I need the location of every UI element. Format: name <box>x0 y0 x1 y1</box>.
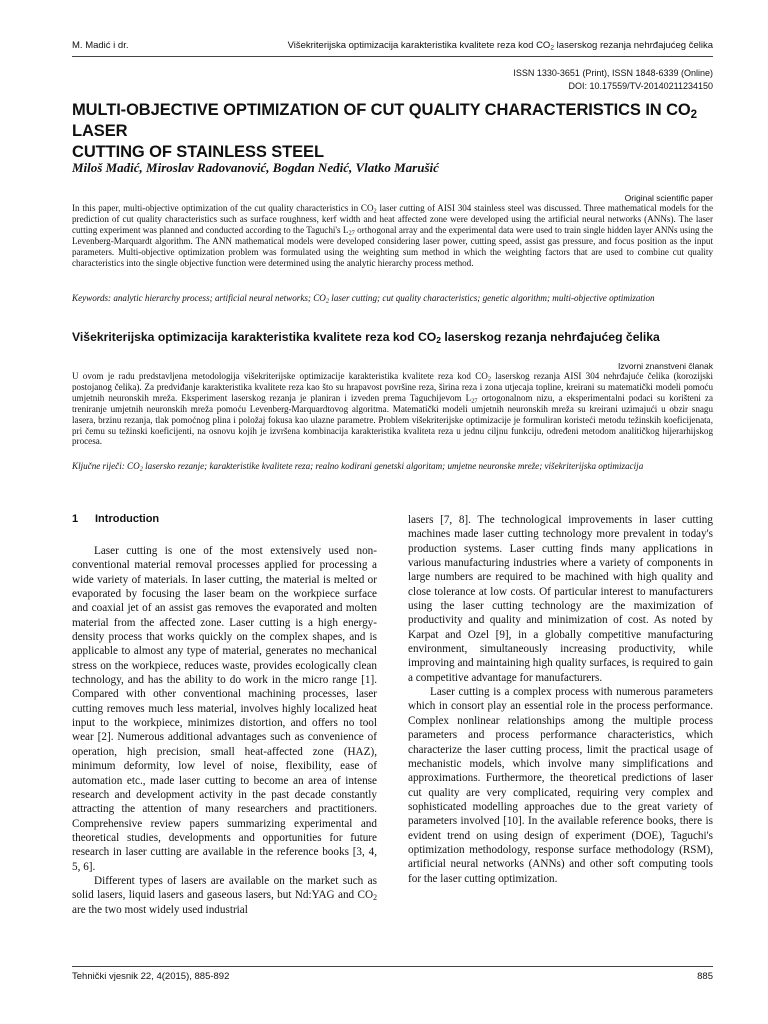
body-paragraph: Laser cutting is a complex process with numerous parameters which in consort play an essential role in the process performance. Complex nonlinear relationships among the multiple process parameters and process performance characteristics, which characterize the laser cutting process, limit the practical usage of mechanistic models, which involve many simplifications and approximations. Furthermore, the theoretical predictions of laser cut quality are very complicated, requiring very complex and sophisticated modelling approaches due to the great variety of parameters involved [10]. In the available reference books, there is evident trend on using design of experiment (DOE), Taguchi's optimization methodology, response surface methodology (RSM), artificial neural networks (ANNs) and other soft computing tools for the laser cutting optimization. <box>408 686 713 885</box>
issn: ISSN 1330-3651 (Print), ISSN 1848-6339 (Online) <box>513 68 713 78</box>
title-croatian: Višekriterijska optimizacija karakteristika kvalitete reza kod $CO_2$ laserskog rezanja nehrđajućeg čelika <box>72 330 660 346</box>
body-paragraph: Laser cutting is one of the most extensively used non-conventional material removal processes applied for processing a wide variety of materials. In laser cutting, the material is melted or evaporated by focusing the laser beam on the workpiece surface and coaxial jet of an assist gas removes the evaporated and molten material from the affected zone. Laser cutting is a high energy-density process that works quickly on the complex shapes, and is applicable to almost any type of material, generates no mechanical stress on the workpiece, reduces waste, provides ecologically clean technology, and has the ability to do work in the micro range [1]. Compared with other conventional machining processes, laser cutting removes much less material, involves highly localized heat input to the workpiece, minimizes distortion, and offers no tool wear [2]. Numerous additional advantages such as convenience of operation, high precision, small heat-affected zone (HAZ), minimum deformity, low level of noise, flexibility, ease of automation etc., made laser cutting to become an area of intense research and development activity in the past decade constantly attracting the attention of many researchers and practitioners. Comprehensive review papers summarizing experimental and theoretical studies, developments and opportunities for future research in laser cutting are available in the reference books [3, 4, 5, 6]. <box>72 545 377 873</box>
running-header-authors: M. Madić i dr. <box>72 40 129 51</box>
abstract-en: In this paper, multi-objective optimization of the cut quality characteristics in $CO_2$ laser cutting of AISI 304 stainless steel was discussed. Three mathematical models for the prediction of cut quality characteristics such as surface roughness, kerf width and heat affected zone were developed using the artificial neural networks (ANNs). The laser cutting experiment was planned and conducted according to the Taguchi's $L_{27}$ orthogonal array and the experimental data were used to train single hidden layer ANNs using the Levenberg-Marquardt algorithm. The ANN mathematical models were developed considering laser power, cutting speed, assist gas pressure, and focus position as the input parameters. Multi-objective optimization problem was formulated using the weighting sum method in which the weighting factors that are used to combine cut quality characteristics into the single objective function were determined using the analytic hierarchy process method. <box>72 203 714 268</box>
body-column-right <box>408 513 713 886</box>
section-number: 1 <box>72 513 79 525</box>
keywords-hr: Ključne riječi: $CO_2$ lasersko rezanje; karakteristike kvalitete reza; realno kodirani genetski algoritam; umjetne neuronske mreže; višekriterijska optimizacija <box>72 461 644 473</box>
paper-type-hr: Izvorni znanstveni članak <box>618 361 713 371</box>
section-title: Introduction <box>95 513 160 525</box>
running-header-title: Višekriterijska optimizacija karakteristika kvalitete reza kod $CO_2$ laserskog rezanja nehrđajućeg čelika <box>287 40 713 52</box>
abstract-hr: U ovom je radu predstavljena metodologija višekriterijske optimizacije karakteristika kvalitete reza kod $CO_2$ laserskog rezanja AISI 304 nehrđajuće čelika (korozijski postojanog čelika). Za predviđanje karakteristika kvalitete reza kao što su hrapavost površine reza, širina reza i zona utjecaja topline, kreirani su matematički modeli pomoću umjetnih neuronskih mreža. Eksperiment laserskog rezanja je planiran i izveden prema Taguchijevom $L_{27}$ ortogonalnom nizu, a eksperimentalni podaci su korišteni za treniranje umjetnih neuronskih mreža pomoću Levenberg-Marquardtovog algoritma. Matematički modeli umjetnih neuronskih mreža su kreirani uzimajući u obzir snagu lasera, brzinu rezanja, tlak pomoćnog plina i položaj fokusa kao ulazne parametre. Problem višekriterijske optimizacije je formuliran koristeći metodu težinskih koeficijenata, pri čemu su težinski koeficijenti, na osnovu kojih je izvršena kombinacija karakteristika kvaliteta reza u jednu ciljnu funkciju, određeni metodom analitičkog hijerarhijskog procesa. <box>72 371 713 447</box>
doi: DOI: 10.17559/TV-20140211234150 <box>568 81 713 91</box>
journal-citation: Tehnički vjesnik 22, 4(2015), 885-892 <box>72 971 230 982</box>
paper-type-en: Original scientific paper <box>624 193 713 203</box>
body-column-left <box>72 544 377 917</box>
page-number: 885 <box>697 971 713 982</box>
authors: Miloš Madić, Miroslav Radovanović, Bogdan Nedić, Vlatko Marušić <box>72 160 439 175</box>
paper-title: MULTI-OBJECTIVE OPTIMIZATION OF CUT QUALITY CHARACTERISTICS IN $CO_2$ LASER CUTTING OF STAINLESS STEEL <box>72 101 697 161</box>
body-paragraph: Different types of lasers are available on the market such as solid lasers, liquid lasers and gaseous lasers, but Nd:YAG and $CO_2$ are the two most widely used industrial <box>72 874 377 916</box>
header-divider <box>72 56 713 57</box>
body-paragraph: lasers [7, 8]. The technological improvements in laser cutting machines made laser cutting technology more prevalent in today's production systems. Laser cutting finds many applications in various manufacturing industries where a variety of components in large numbers are required to be machined with high quality and close tolerance at low costs. Of particular interest to manufacturers using the laser cutting technology are the maximization of productivity and quality and minimization of cost. As noted by Karpat and Ozel [9], in a globally competitive manufacturing environment, simultaneously increasing productivity, while improving and maintaining high quality surfaces, is required to gain a competitive advantage for manufacturers. <box>408 514 713 684</box>
footer-divider <box>72 966 713 967</box>
keywords-en: Keywords: analytic hierarchy process; artificial neural networks; $CO_2$ laser cutting; cut quality characteristics; genetic algorithm; multi-objective optimization <box>72 293 655 305</box>
